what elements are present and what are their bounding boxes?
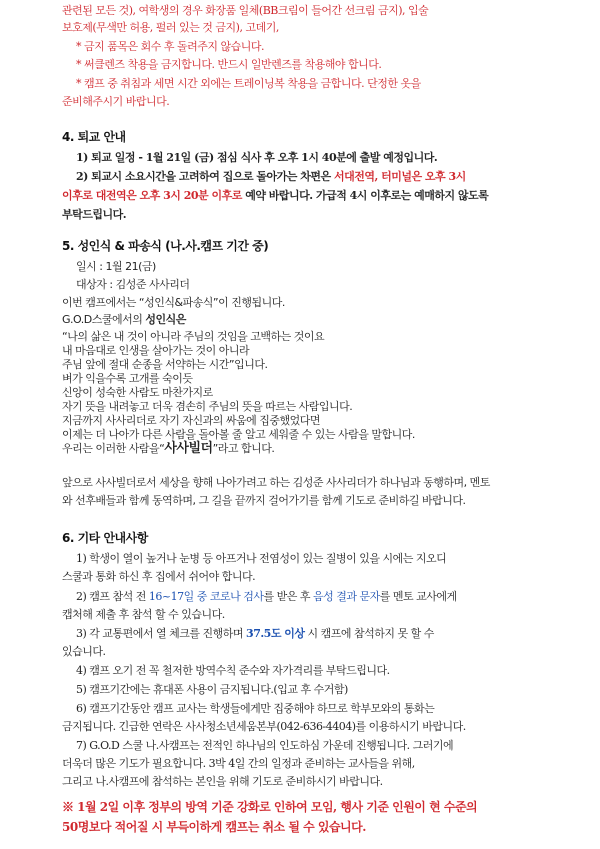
paragraph-line — [62, 189, 488, 203]
quote-line: 이제는 더 나아가 다른 사람을 돌아볼 줄 알고 세워줄 수 있는 사람을 말합니다. — [62, 428, 415, 441]
warning-notice: 50명보다 적어질 시 부득이하게 캠프는 취소 될 수 있습니다. — [62, 820, 366, 834]
paragraph-line: 1) 퇴교 일정 - 1월 21일 (금) 점심 식사 후 오후 1시 40분에 출발 예정입니다. — [76, 151, 438, 164]
text-segment: 2) 캠프 참석 전 — [76, 590, 149, 603]
paragraph-line — [62, 313, 186, 327]
list-item — [76, 590, 457, 604]
highlight-red: 이후로 대전역은 오후 3시 20분 이후로 — [62, 189, 242, 202]
text-segment: 를 멘토 교사에게 — [379, 590, 457, 603]
text-segment: G.O.D스쿨에서의 — [62, 313, 146, 326]
quote-line: 주님 앞에 절대 순종을 서약하는 시간”입니다. — [62, 358, 268, 371]
highlight-red: 서대전역, 터미널은 오후 3시 — [333, 170, 466, 183]
list-item: 스쿨과 통화 하신 후 집에서 쉬어야 합니다. — [62, 570, 256, 583]
section-heading: 5. 성인식 & 파송식 (나.사.캠프 기간 중) — [62, 239, 269, 253]
notice-line: 준비해주시기 바랍니다. — [62, 95, 170, 108]
notice-line: * 써클렌즈 착용을 금지합니다. 반드시 일반렌즈를 착용해야 합니다. — [76, 58, 382, 71]
item-text-continued: 관련된 모든 것), 여학생의 경우 화장품 일체(BB크림이 들어간 선크림 금지), 입술 — [62, 4, 429, 17]
item-text-continued: 보호제(무색만 허용, 펄러 있는 것 금지), 고데기, — [62, 21, 279, 34]
text-segment: 시 캠프에 참석하지 못 할 수 — [304, 627, 434, 640]
event-target: 대상자 : 김성준 사사리더 — [76, 278, 190, 291]
list-item: 4) 캠프 오기 전 꼭 철저한 방역수칙 준수와 자가격리를 부탁드립니다. — [76, 664, 390, 677]
quote-line: 벼가 익을수록 고개를 숙이듯 — [62, 372, 193, 385]
list-item: 5) 캠프기간에는 휴대폰 사용이 금지됩니다.(입교 후 수거함) — [76, 683, 348, 696]
text-segment: 2) 퇴교시 소요시간을 고려하여 집으로 돌아가는 차편은 — [76, 170, 334, 183]
text-segment: 를 받은 후 — [263, 590, 313, 603]
paragraph-line: 앞으로 사사빌더로서 세상을 향해 나아가려고 하는 김성준 사사리더가 하나님과 동행하며, 멘토 — [62, 476, 490, 489]
list-item: 그리고 나.사캠프에 참석하는 본인을 위해 기도로 준비하시기 바랍니다. — [62, 775, 383, 788]
warning-notice: ※ 1월 2일 이후 정부의 방역 기준 강화로 인하여 모임, 행사 기준 인원이 현 수준의 — [62, 800, 478, 814]
list-item: 있습니다. — [62, 645, 106, 658]
text-segment: ”라고 합니다. — [212, 442, 275, 455]
list-item: 캡처해 제출 후 참석 할 수 있습니다. — [62, 608, 225, 621]
quote-line: “나의 삶은 내 것이 아니라 주님의 것임을 고백하는 것이요 — [62, 330, 325, 343]
highlight-blue: 37.5도 이상 — [246, 627, 305, 640]
quote-line: 자기 뜻을 내려놓고 더욱 겸손히 주님의 뜻을 따르는 사람입니다. — [62, 400, 353, 413]
bold-text: 사사빌더 — [164, 441, 213, 456]
notice-line: * 금지 품목은 회수 후 돌려주지 않습니다. — [76, 40, 264, 53]
section-heading: 6. 기타 안내사항 — [62, 531, 148, 545]
notice-line: * 캠프 중 취침과 세면 시간 외에는 트레이닝복 착용을 금합니다. 단정한 옷을 — [76, 77, 421, 90]
paragraph-line: 이번 캠프에서는 “성인식&파송식”이 진행됩니다. — [62, 296, 285, 309]
highlight-blue: 음성 결과 문자 — [313, 590, 380, 603]
list-item: 6) 캠프기간동안 캠프 교사는 학생들에게만 집중해야 하므로 학부모와의 통화는 — [76, 702, 435, 715]
quote-line: 내 마음대로 인생을 살아가는 것이 아니라 — [62, 344, 250, 357]
text-segment: 우리는 이러한 사람을“ — [62, 442, 165, 455]
highlight-blue: 16~17일 중 코로나 검사 — [148, 590, 264, 603]
list-item: 금지됩니다. 긴급한 연락은 사사청소년세움본부(042-636-4404)를 이용하시기 바랍니다. — [62, 720, 466, 733]
quote-line: 신앙이 성숙한 사람도 마찬가지로 — [62, 386, 213, 399]
paragraph-line: 와 선후배들과 함께 동역하며, 그 길을 끝까지 걸어가기를 함께 기도로 준비하길 바랍니다. — [62, 494, 466, 507]
list-item: 7) G.O.D 스쿨 나.사캠프는 전적인 하나님의 인도하심 가운데 진행됩니다. 그러기에 — [76, 739, 454, 752]
quote-line — [62, 442, 274, 456]
paragraph-line: 부탁드립니다. — [62, 208, 127, 221]
paragraph-line — [76, 170, 466, 184]
section-heading: 4. 퇴교 안내 — [62, 130, 126, 144]
list-item: 1) 학생이 열이 높거나 눈병 등 아프거나 전염성이 있는 질병이 있을 시에는 지오디 — [76, 552, 447, 565]
text-segment: 3) 각 교통편에서 열 체크를 진행하며 — [76, 627, 247, 640]
list-item: 더욱더 많은 기도가 필요합니다. 3박 4일 간의 일정과 준비하는 교사들을 위해, — [62, 757, 415, 770]
bold-text: 성인식은 — [145, 313, 186, 326]
list-item — [76, 627, 434, 641]
event-date: 일시 : 1월 21(금) — [76, 260, 156, 273]
text-segment: 예약 바랍니다. 가급적 4시 이후로는 예매하지 않도록 — [241, 189, 489, 202]
quote-line: 지금까지 사사리더로 자기 자신과의 싸움에 집중했었다면 — [62, 414, 321, 427]
